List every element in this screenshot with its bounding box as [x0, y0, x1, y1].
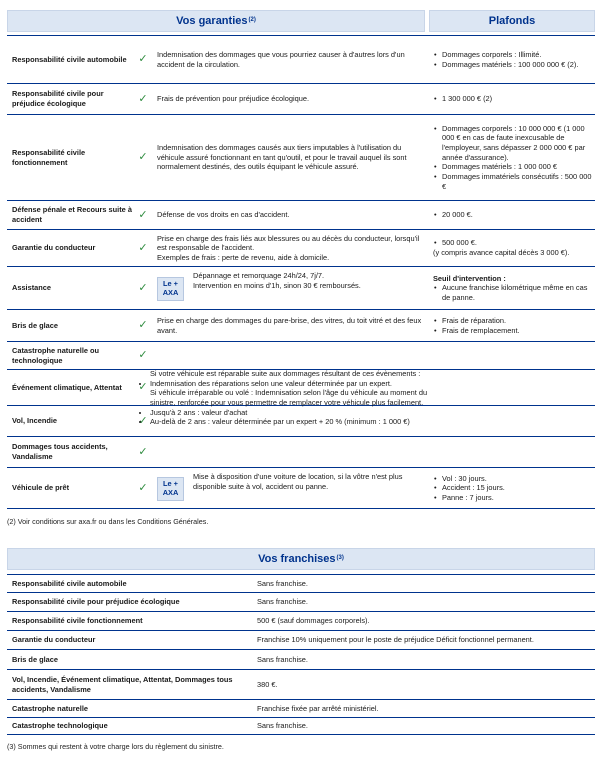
merged-list: [150, 408, 586, 427]
plafond-list: [433, 94, 593, 104]
franchise-name: Catastrophe naturelle: [12, 703, 88, 713]
garantie-row: [7, 436, 595, 467]
badge-text: AXA: [162, 488, 179, 497]
franchise-name: Vol, Incendie, Événement climatique, Attentat, Dommages tous accidents, Vandalisme: [12, 674, 233, 694]
merged-description: [150, 362, 586, 434]
plafond-list: [433, 50, 593, 69]
garantie-row: [7, 83, 595, 114]
franchise-value: Sans franchise.: [257, 597, 308, 607]
merged-bullet: • Jusqu'à 2 ans : valeur d'achat: [150, 408, 586, 418]
plafonds-title: Plafonds: [488, 14, 536, 27]
check-icon: ✓: [138, 381, 148, 394]
garantie-name: Bris de glace: [12, 320, 59, 330]
description-line: Mise à disposition d'une voiture de location, si la vôtre n'est plus disponible suite à vol, accident ou panne.: [193, 472, 403, 491]
plafond-list: [433, 474, 593, 503]
franchise-value: Sans franchise.: [257, 721, 308, 731]
plafond-list: [433, 238, 593, 248]
check-icon: ✓: [138, 414, 148, 427]
plafond-cell: [431, 267, 593, 309]
franchise-row: [7, 611, 595, 630]
garantie-description: [193, 271, 429, 290]
check-icon: ✓: [138, 151, 148, 164]
plafond-item: • Dommages matériels : 1 000 000 €: [433, 162, 593, 172]
plafond-item: • Frais de remplacement.: [433, 326, 593, 336]
plafond-item: • 20 000 €.: [433, 210, 593, 220]
garantie-name: Catastrophe naturelle ou technologique: [12, 345, 100, 365]
garanties-footnote: (2) Voir conditions sur axa.fr ou dans les Conditions Générales.: [7, 517, 209, 526]
plafond-item: • Frais de réparation.: [433, 316, 593, 326]
check-icon: ✓: [138, 481, 148, 494]
plafond-list: [433, 283, 593, 302]
plafond-item: • Vol : 30 jours.: [433, 474, 593, 484]
plafond-item: • 500 000 €.: [433, 238, 593, 248]
plafond-cell: [431, 84, 593, 114]
franchise-value: 380 €.: [257, 679, 278, 689]
plafond-item: • Dommages corporels : Illimité.: [433, 50, 593, 60]
plafond-cell: [431, 115, 593, 200]
plafond-cell: [431, 310, 593, 341]
franchise-row: [7, 574, 595, 592]
garantie-description: [157, 201, 429, 229]
franchise-name: Catastrophe technologique: [12, 721, 108, 731]
franchises-title-note: (3): [336, 555, 344, 562]
franchises-footnote: (3) Sommes qui restent à votre charge lors du règlement du sinistre.: [7, 742, 224, 751]
plafond-item: • Panne : 7 jours.: [433, 493, 593, 503]
check-icon: ✓: [138, 445, 148, 458]
garantie-row: [7, 467, 595, 509]
franchise-row: [7, 630, 595, 649]
description-line: Défense de vos droits en cas d'accident.: [157, 210, 290, 220]
franchise-row: [7, 699, 595, 717]
franchise-name: Bris de glace: [12, 654, 59, 664]
description-line: Intervention en moins d'1h, sinon 30 € remboursés.: [193, 280, 361, 290]
check-icon: ✓: [138, 241, 148, 254]
merged-intro: Si votre véhicule est réparable suite aux dommages résultant de ces évènements :: [150, 369, 421, 379]
franchise-value: 500 € (sauf dommages corporels).: [257, 616, 370, 626]
garantie-name: Responsabilité civile pour préjudice écologique: [12, 89, 104, 108]
plafond-item: • Dommages immatériels consécutifs : 500 000 €: [433, 172, 593, 191]
badge-text: Le +: [163, 479, 178, 489]
franchise-row: [7, 649, 595, 669]
garantie-row: [7, 309, 595, 341]
garantie-description: [157, 84, 429, 114]
garantie-name: Défense pénale et Recours suite à accident: [12, 205, 132, 224]
franchise-value: Franchise fixée par arrêté ministériel.: [257, 703, 379, 713]
plafond-list: [433, 210, 593, 220]
franchise-value: Franchise 10% uniquement pour le poste de préjudice Déficit fonctionnel permanent.: [257, 635, 534, 645]
description-line: Indemnisation des dommages que vous pourriez causer à d'autres lors d'un accident de la circulation.: [157, 49, 405, 69]
plafond-list: [433, 316, 593, 335]
franchise-row: [7, 717, 595, 735]
garantie-row: [7, 200, 595, 229]
franchise-value: Sans franchise.: [257, 654, 308, 664]
garantie-row: [7, 266, 595, 309]
garanties-title-note: (2): [248, 17, 256, 24]
check-icon: ✓: [138, 349, 148, 362]
plafond-heading: Seuil d'intervention :: [433, 273, 506, 283]
garanties-header: [7, 10, 425, 32]
garantie-name: Vol, Incendie: [12, 416, 58, 426]
description-line: Indemnisation des dommages causés aux tiers imputables à l'utilisation du véhicule assuré fonctionnant en tant qu'outil, et pour le travail auquel ils sont normalement destinés, des outils équipant le véhicule assuré.: [157, 143, 407, 172]
badge-text: Le +: [163, 278, 178, 288]
plafond-extra: (y compris avance capital décès 3 000 €).: [433, 248, 570, 257]
franchises-title: Vos franchises: [258, 552, 336, 565]
plafonds-header: [429, 10, 595, 32]
merged-list: [150, 379, 586, 389]
merged-bullet: • Indemnisation des réparations selon une valeur déterminée par un expert.: [150, 379, 586, 389]
check-icon: ✓: [138, 53, 148, 66]
garantie-name: Assistance: [12, 283, 52, 293]
garantie-name: Responsabilité civile fonctionnement: [12, 147, 86, 167]
garantie-description: [193, 472, 429, 491]
plafond-item: • 1 300 000 € (2): [433, 94, 593, 104]
garantie-name: Garantie du conducteur: [12, 243, 96, 253]
plafond-cell: [431, 201, 593, 229]
garantie-name: Dommages tous accidents, Vandalisme: [12, 442, 108, 461]
garantie-name: Véhicule de prêt: [12, 483, 70, 493]
franchise-row: [7, 669, 595, 699]
garantie-description: [157, 310, 429, 341]
check-icon: ✓: [138, 92, 148, 105]
franchise-row: [7, 592, 595, 611]
plafond-cell: [431, 230, 593, 266]
garantie-row: [7, 35, 595, 83]
badge-text: AXA: [162, 287, 179, 297]
le-plus-axa-badge: [157, 477, 184, 501]
garantie-description: [157, 230, 429, 266]
merged-para: Si véhicule irréparable ou volé : Indemnisation selon l'âge du véhicule au moment du sinistre, renforcée pour vous permettre de remplacer votre véhicule plus facilement.: [150, 388, 428, 407]
garantie-name: Événement climatique, Attentat: [12, 382, 122, 392]
plafond-item: • Aucune franchise kilométrique même en cas de panne.: [433, 283, 593, 302]
franchises-header: [7, 548, 595, 570]
description-line: Exemples de frais : perte de revenu, aide à domicile.: [157, 252, 330, 262]
garantie-row: [7, 229, 595, 266]
plafond-cell: [431, 468, 593, 508]
franchise-name: Garantie du conducteur: [12, 635, 96, 645]
plafond-item: • Accident : 15 jours.: [433, 483, 593, 493]
franchise-name: Responsabilité civile fonctionnement: [12, 616, 143, 626]
description-line: Dépannage et remorquage 24h/24, 7j/7.: [193, 271, 325, 280]
check-icon: ✓: [138, 281, 148, 294]
check-icon: ✓: [138, 319, 148, 332]
plafond-item: • Dommages corporels : 10 000 000 € (1 000 000 € en cas de faute inexcusable de l'employeur, sans dépasser 2 000 000 € par année d'assurance).: [433, 124, 593, 163]
plafond-cell: [431, 36, 593, 83]
merged-bullet: • Au-delà de 2 ans : valeur déterminée par un expert + 20 % (minimum : 1 000 €): [150, 417, 586, 427]
franchise-name: Responsabilité civile automobile: [12, 578, 127, 588]
garantie-row: [7, 114, 595, 200]
description-line: Frais de prévention pour préjudice écologique.: [157, 94, 310, 104]
le-plus-axa-badge: [157, 277, 184, 301]
franchise-value: Sans franchise.: [257, 578, 308, 588]
description-line: Prise en charge des frais liés aux blessures ou au décès du conducteur, lorsqu'il est responsable de l'accident.: [157, 233, 420, 253]
garanties-title: Vos garanties: [176, 14, 248, 27]
description-line: Prise en charge des dommages du pare-brise, des vitres, du toit vitré et des feux avant.: [157, 315, 422, 335]
garantie-description: [157, 115, 429, 200]
plafond-list: [433, 124, 593, 191]
garantie-name: Responsabilité civile automobile: [12, 54, 127, 64]
plafond-item: • Dommages matériels : 100 000 000 € (2).: [433, 60, 593, 70]
garantie-description: [157, 36, 429, 83]
check-icon: ✓: [138, 208, 148, 221]
franchise-name: Responsabilité civile pour préjudice écologique: [12, 597, 180, 607]
